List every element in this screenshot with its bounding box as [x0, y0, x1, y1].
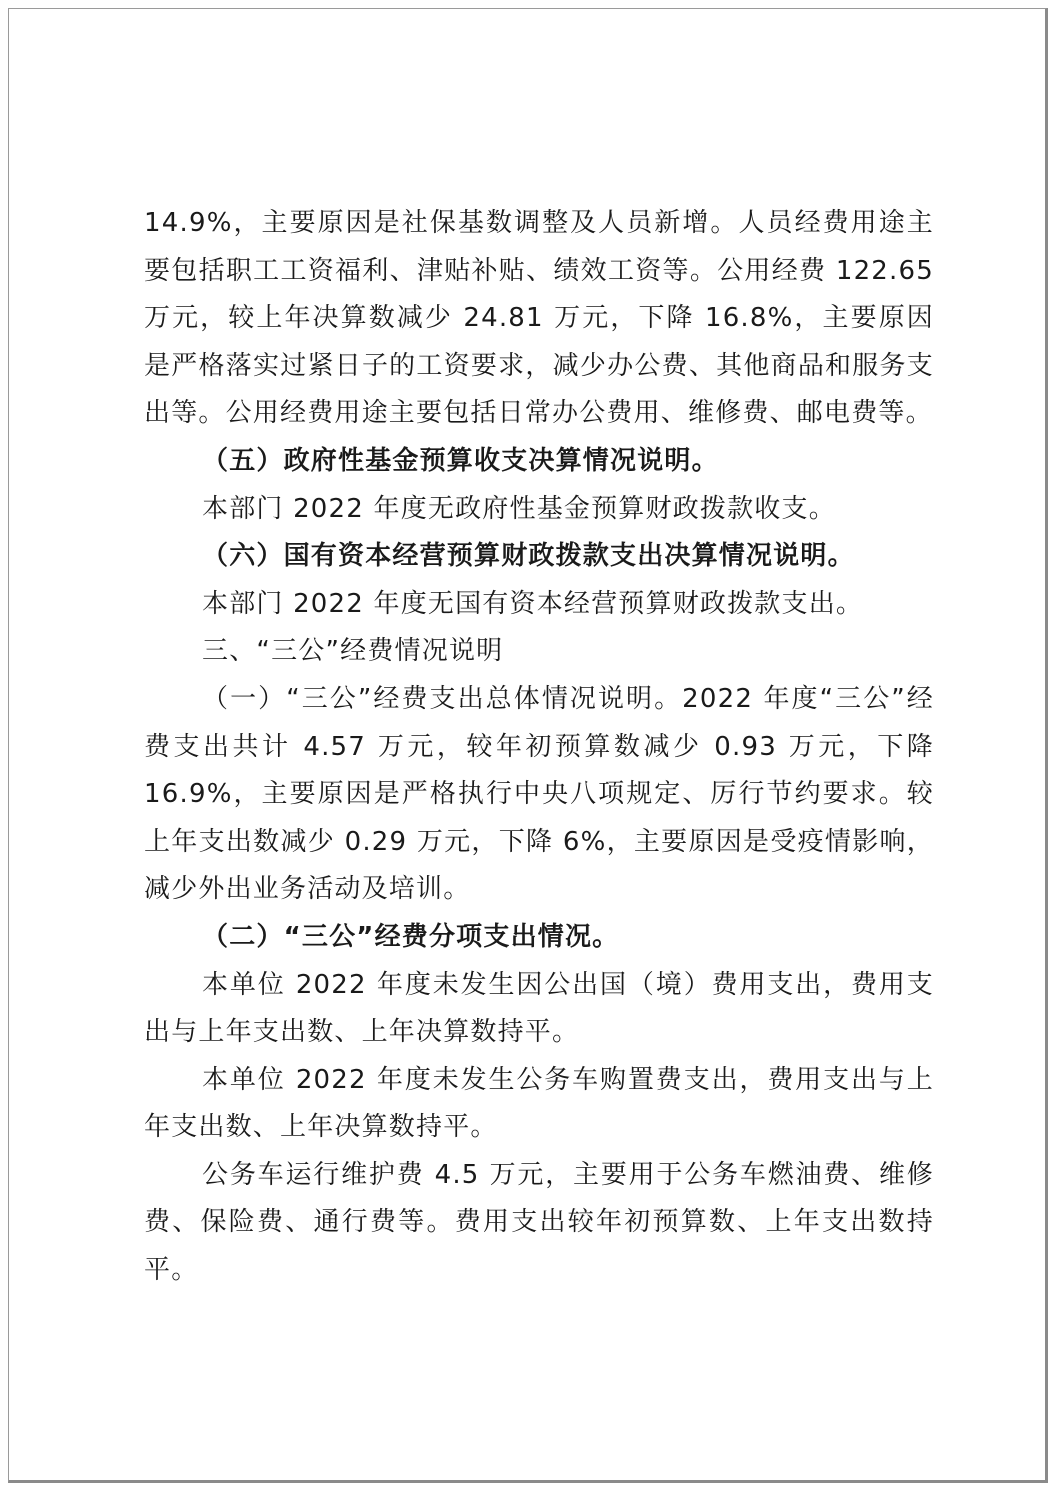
- paragraph-three-public-overall: （一）“三公”经费支出总体情况说明。2022 年度“三公”经费支出共计 4.57 万元，较年初预算数减少 0.93 万元，下降 16.9%，主要原因是严格执行中央八项规定、厉行节约要求。较上年支出数减少 0.29 万元，下降 6%，主要原因是受疫情影响，减少外出业务活动及培训。: [144, 683, 934, 905]
- paragraph-personnel-and-public-expenses: 14.9%，主要原因是社保基数调整及人员新增。人员经费用途主要包括职工工资福利、津贴补贴、绩效工资等。公用经费 122.65 万元，较上年决算数减少 24.81 万元，下降 16.8%，主要原因是严格落实过紧日子的工资要求，减少办公费、其他商品和服务支出等。公用经费用途主要包括日常办公费用、维修费、邮电费等。: [144, 208, 934, 429]
- heading-state-capital-budget: （六）国有资本经营预算财政拨款支出决算情况说明。: [202, 541, 855, 572]
- section-heading-three-public-expenses: 三、“三公”经费情况说明: [202, 636, 504, 667]
- document-body: [144, 200, 934, 1295]
- paragraph-government-fund-budget: 本部门 2022 年度无政府性基金预算财政拨款收支。: [202, 493, 836, 524]
- paragraph-overseas-travel: 本单位 2022 年度未发生因公出国（境）费用支出，费用支出与上年支出数、上年决算数持平。: [144, 969, 934, 1048]
- document-page: [8, 8, 1048, 1483]
- heading-government-fund-budget: （五）政府性基金预算收支决算情况说明。: [202, 445, 719, 476]
- paragraph-vehicle-purchase: 本单位 2022 年度未发生公务车购置费支出，费用支出与上年支出数、上年决算数持平。: [144, 1064, 934, 1143]
- heading-three-public-itemized: （二）“三公”经费分项支出情况。: [202, 921, 620, 952]
- paragraph-state-capital-budget: 本部门 2022 年度无国有资本经营预算财政拨款支出。: [202, 588, 864, 619]
- paragraph-vehicle-maintenance: 公务车运行维护费 4.5 万元，主要用于公务车燃油费、维修费、保险费、通行费等。费用支出较年初预算数、上年支出数持平。: [144, 1159, 934, 1286]
